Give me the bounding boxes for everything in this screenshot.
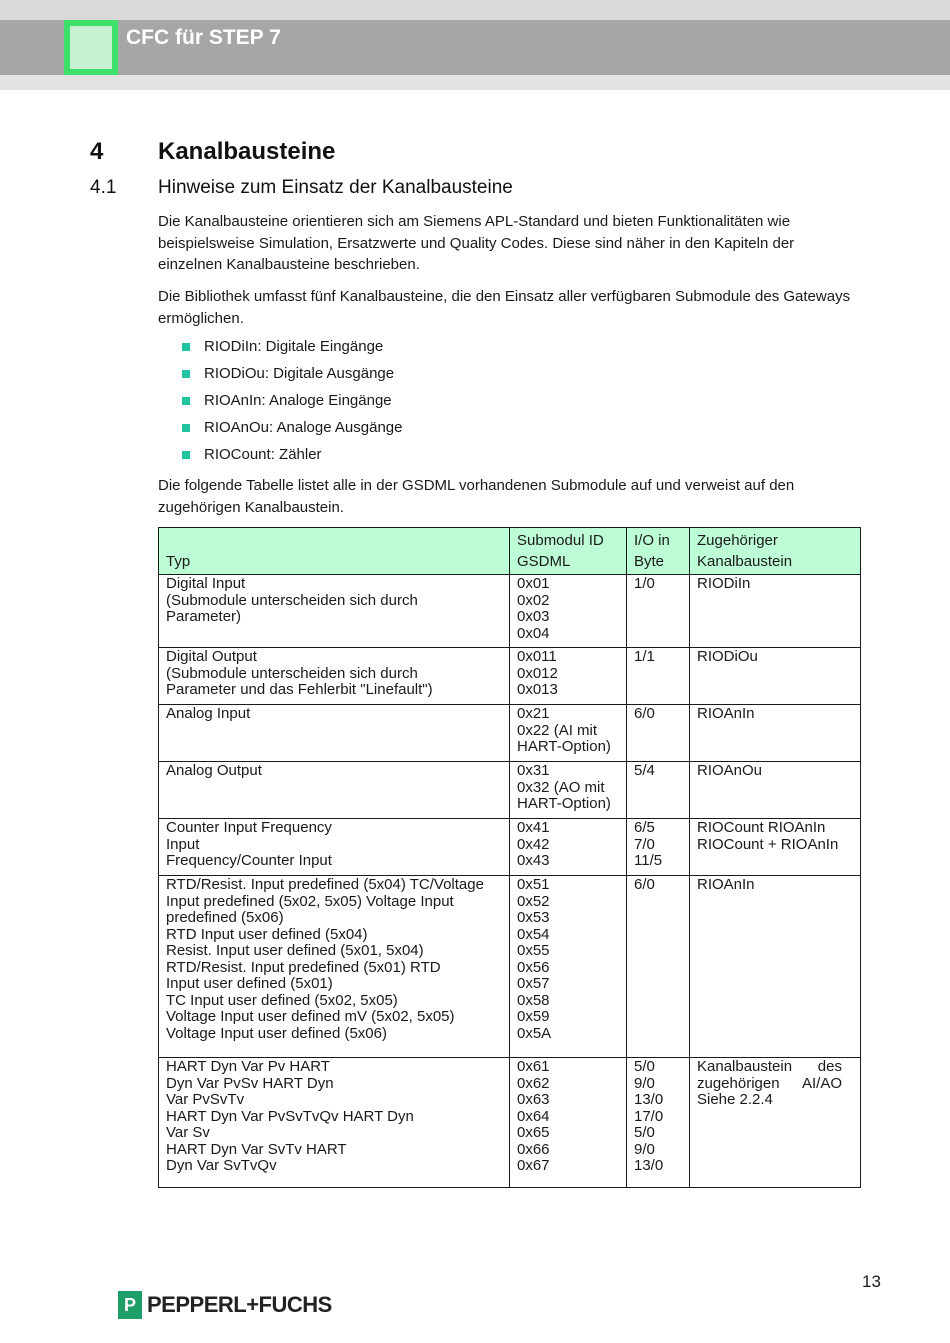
typ-cell: Analog Output bbox=[159, 762, 510, 819]
table-row bbox=[159, 705, 861, 762]
section-number: 4.1 bbox=[90, 177, 117, 198]
bullet-square-icon bbox=[182, 424, 190, 432]
table-row bbox=[159, 762, 861, 819]
bullet-square-icon bbox=[182, 343, 190, 351]
list-item: RIODiIn: Digitale Eingänge bbox=[180, 336, 402, 363]
table-header-row bbox=[159, 528, 861, 575]
bullet-square-icon bbox=[182, 370, 190, 378]
brand-name: PEPPERL+FUCHS bbox=[147, 1292, 332, 1317]
submodul-id-cell: 0x31 0x32 (AO mit HART-Option) bbox=[510, 762, 627, 819]
channel-block-list bbox=[180, 336, 402, 471]
kanalbaustein-cell: Kanalbaustein des zugehörigen AI/AO Siehe 2.2.4 bbox=[690, 1058, 861, 1188]
library-paragraph: Die Bibliothek umfasst fünf Kanalbausteine, die den Einsatz aller verfügbaren Submodule des Gateways ermöglichen. bbox=[158, 288, 851, 327]
header-submodul-id: Submodul ID GSDML bbox=[510, 528, 627, 575]
submodul-id-cell: 0x01 0x02 0x03 0x04 bbox=[510, 575, 627, 648]
bullet-square-icon bbox=[182, 397, 190, 405]
page-number: 13 bbox=[862, 1272, 881, 1291]
list-item: RIODiOu: Digitale Ausgänge bbox=[180, 363, 402, 390]
intro-paragraph: Die Kanalbausteine orientieren sich am Siemens APL-Standard und bieten Funktionalitäten wie beispielsweise Simulation, Ersatzwerte und Quality Codes. Diese sind näher in den Kapiteln der einzelnen Kanalbausteine beschrieben. bbox=[158, 213, 795, 273]
section-title: Hinweise zum Einsatz der Kanalbausteine bbox=[158, 177, 513, 198]
footer-logo bbox=[118, 1290, 332, 1320]
submodul-id-cell: 0x51 0x52 0x53 0x54 0x55 0x56 0x57 0x58 0x59 0x5A bbox=[510, 876, 627, 1058]
table-row bbox=[159, 648, 861, 705]
typ-cell: Counter Input Frequency Input Frequency/Counter Input bbox=[159, 819, 510, 876]
io-cell: 6/0 bbox=[627, 705, 690, 762]
list-item: RIOAnIn: Analoge Eingänge bbox=[180, 390, 402, 417]
kanalbaustein-cell: RIOCount RIOAnIn RIOCount + RIOAnIn bbox=[690, 819, 861, 876]
table-intro-paragraph: Die folgende Tabelle listet alle in der GSDML vorhandenen Submodule auf und verweist auf den zugehörigen Kanalbaustein. bbox=[158, 477, 795, 516]
kanalbaustein-cell: RIOAnOu bbox=[690, 762, 861, 819]
typ-cell: HART Dyn Var Pv HART Dyn Var PvSv HART Dyn Var PvSvTv HART Dyn Var PvSvTvQv HART Dyn Var Sv HART Dyn Var SvTv HART Dyn Var SvTvQv bbox=[159, 1058, 510, 1188]
kanalbaustein-cell: RIODiIn bbox=[690, 575, 861, 648]
list-item: RIOAnOu: Analoge Ausgänge bbox=[180, 417, 402, 444]
typ-cell: RTD/Resist. Input predefined (5x04) TC/Voltage Input predefined (5x02, 5x05) Voltage Input predefined (5x06) RTD Input user defined (5x04) Resist. Input user defined (5x01, 5x04) RTD/Resist. Input predefined (5x01) RTD Input user defined (5x01) TC Input user defined (5x02, 5x05) Voltage Input user defined mV (5x02, 5x05) Voltage Input user defined (5x06) bbox=[159, 876, 510, 1058]
kanalbaustein-cell: RIOAnIn bbox=[690, 876, 861, 1058]
list-item: RIOCount: Zähler bbox=[180, 444, 402, 471]
table-row bbox=[159, 575, 861, 648]
header-typ: Typ bbox=[159, 528, 510, 575]
header-title: CFC für STEP 7 bbox=[126, 26, 281, 49]
header-kanalbaustein: Zugehöriger Kanalbaustein bbox=[690, 528, 861, 575]
header-logo-square bbox=[64, 20, 118, 75]
submodul-id-cell: 0x21 0x22 (AI mit HART-Option) bbox=[510, 705, 627, 762]
typ-cell: Analog Input bbox=[159, 705, 510, 762]
io-cell: 6/0 bbox=[627, 876, 690, 1058]
table-row bbox=[159, 819, 861, 876]
io-cell: 5/4 bbox=[627, 762, 690, 819]
io-cell: 1/1 bbox=[627, 648, 690, 705]
typ-cell: Digital Input (Submodule unterscheiden sich durch Parameter) bbox=[159, 575, 510, 648]
header-rule bbox=[0, 75, 950, 90]
submodul-id-cell: 0x011 0x012 0x013 bbox=[510, 648, 627, 705]
kanalbaustein-cell: RIOAnIn bbox=[690, 705, 861, 762]
io-cell: 6/5 7/0 11/5 bbox=[627, 819, 690, 876]
table-row bbox=[159, 1058, 861, 1188]
table-row bbox=[159, 876, 861, 1058]
header-io: I/O in Byte bbox=[627, 528, 690, 575]
io-cell: 5/0 9/0 13/0 17/0 5/0 9/0 13/0 bbox=[627, 1058, 690, 1188]
submodul-id-cell: 0x41 0x42 0x43 bbox=[510, 819, 627, 876]
typ-cell: Digital Output (Submodule unterscheiden sich durch Parameter und das Fehlerbit "Linefault") bbox=[159, 648, 510, 705]
chapter-number: 4 bbox=[90, 138, 104, 165]
submodule-table bbox=[158, 527, 861, 1188]
brand-mark-icon: P bbox=[118, 1291, 142, 1319]
kanalbaustein-cell: RIODiOu bbox=[690, 648, 861, 705]
bullet-square-icon bbox=[182, 451, 190, 459]
top-strip bbox=[0, 0, 950, 20]
submodul-id-cell: 0x61 0x62 0x63 0x64 0x65 0x66 0x67 bbox=[510, 1058, 627, 1188]
io-cell: 1/0 bbox=[627, 575, 690, 648]
chapter-title: Kanalbausteine bbox=[158, 138, 336, 165]
